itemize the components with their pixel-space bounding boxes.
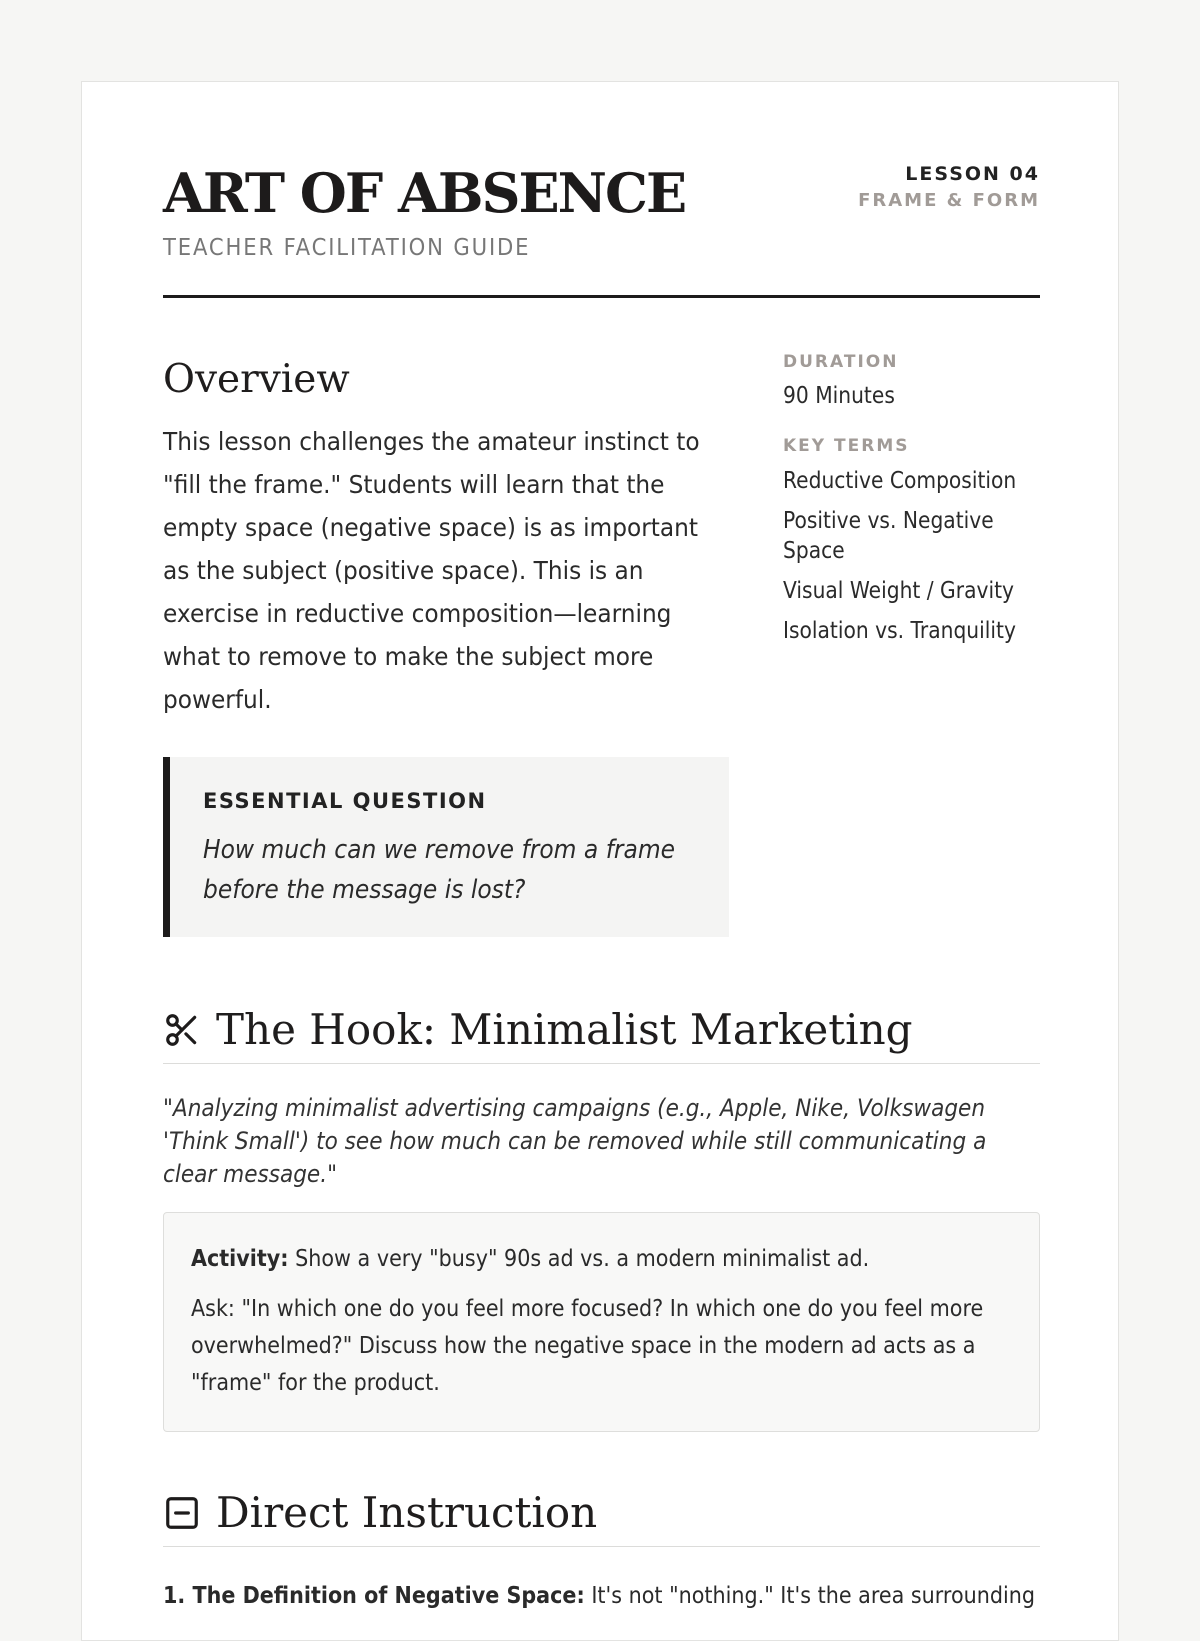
instruction-item <box>163 1580 1041 1613</box>
essential-question-label: ESSENTIAL QUESTION <box>203 789 487 813</box>
direct-instruction-heading: Direct Instruction <box>216 1488 598 1537</box>
key-terms-list <box>783 466 1053 646</box>
activity-text: Show a very "busy" 90s ad vs. a modern minimalist ad. <box>288 1246 870 1272</box>
activity-box <box>163 1212 1040 1432</box>
key-term: Visual Weight / Gravity <box>783 578 1014 604</box>
key-term: Positive vs. Negative Space <box>783 508 994 564</box>
key-term: Isolation vs. Tranquility <box>783 618 1016 644</box>
key-terms-label: KEY TERMS <box>783 436 910 456</box>
scissors-icon <box>163 1011 201 1049</box>
instruction-item-text: It's not "nothing." It's the area surrounding <box>584 1583 1036 1609</box>
activity-ask: Ask: "In which one do you feel more focused? In which one do you feel more overwhelmed?" Discuss how the negative space in the modern ad acts as a "frame" for the product. <box>191 1296 984 1396</box>
hook-heading: The Hook: Minimalist Marketing <box>216 1005 913 1054</box>
lesson-topic: FRAME & FORM <box>858 190 1040 211</box>
activity-label: Activity: <box>191 1246 289 1272</box>
minus-square-icon <box>163 1494 201 1532</box>
lesson-number: LESSON 04 <box>905 163 1040 185</box>
direct-instruction-divider <box>163 1546 1040 1547</box>
duration-value: 90 Minutes <box>783 383 895 409</box>
key-term: Reductive Composition <box>783 468 1017 494</box>
overview-heading: Overview <box>163 357 350 402</box>
overview-text: This lesson challenges the amateur instinct to "fill the frame." Students will learn that the empty space (negative space) is as important as the subject (positive space). This is an exercise in reductive composition—learning what to remove to make the subject more powerful. <box>163 427 700 714</box>
activity-line <box>191 1241 869 1278</box>
essential-question-box <box>163 757 729 937</box>
hook-quote: "Analyzing minimalist advertising campaigns (e.g., Apple, Nike, Volkswagen 'Think Small') to see how much can be removed while still communicating a clear message." <box>163 1094 987 1188</box>
duration-label: DURATION <box>783 352 899 372</box>
header-divider <box>163 295 1040 298</box>
essential-question-text: How much can we remove from a frame before the message is lost? <box>203 835 676 905</box>
page-subtitle: TEACHER FACILITATION GUIDE <box>163 235 531 261</box>
guide-page <box>81 81 1119 1641</box>
lesson-sidebar <box>783 354 1053 656</box>
page-title: ART OF ABSENCE <box>163 161 686 225</box>
instruction-item-label: 1. The Definition of Negative Space: <box>163 1583 585 1609</box>
hook-divider <box>163 1063 1040 1064</box>
